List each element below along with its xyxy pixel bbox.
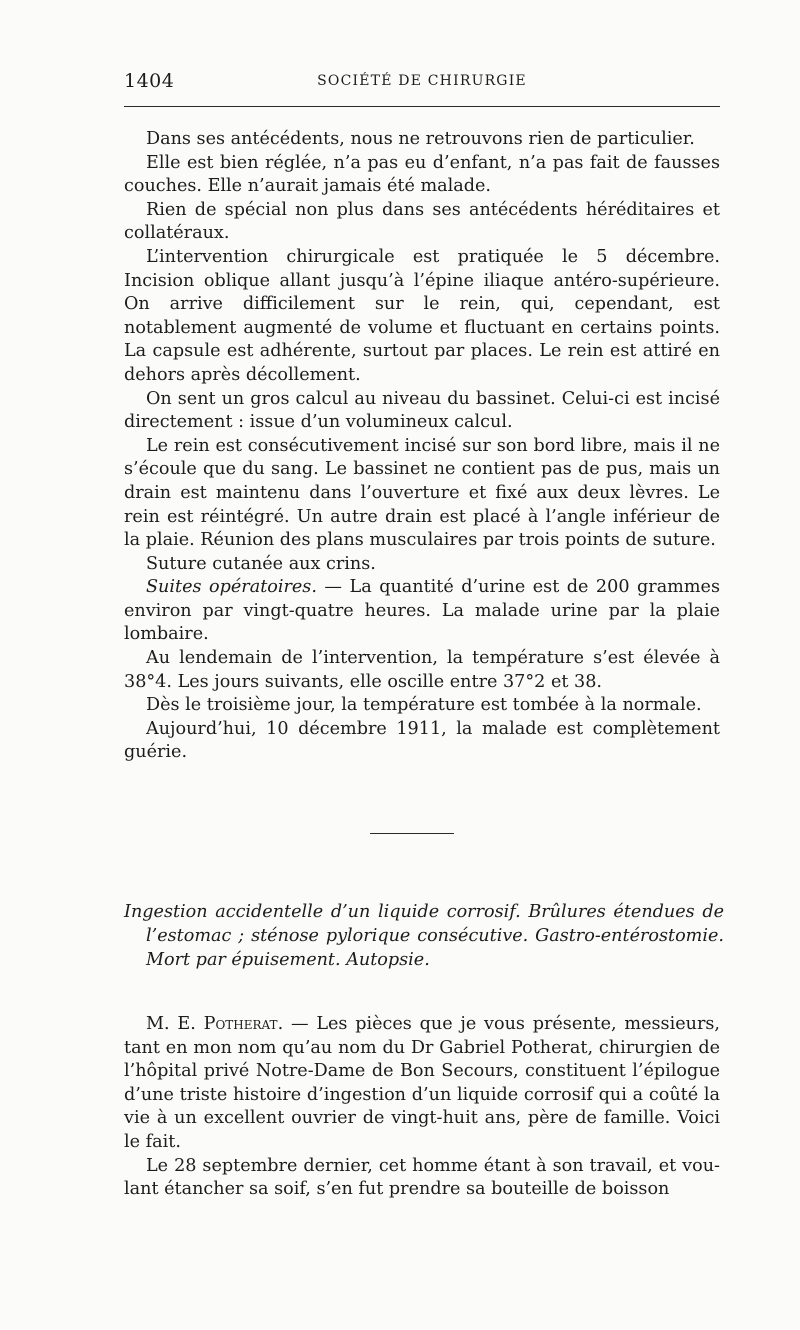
paragraph: Suture cutanée aux crins.	[146, 553, 376, 574]
paragraph: Rien de spécial non plus dans ses antécédents héréditaires et collatéraux.	[124, 199, 720, 244]
paragraph: Elle est bien réglée, n’a pas eu d’enfant, n’a pas fait de fausses couches. Elle n’aurait jamais été malade.	[124, 152, 720, 197]
paragraph-text: — La quantité d’urine est de 200 grammes environ par vingt-quatre heures. La malade urine par la plaie lombaire.	[124, 577, 720, 645]
speaker-name: Potherat	[203, 1014, 278, 1034]
paragraph: Le rein est consécutivement incisé sur son bord libre, mais il ne s’écoule que du sang. Le bassinet ne contient pas de pus, mais un drain est maintenu dans l’ouverture et fixé aux deux lèvres. Le rein est réintégré. Un autre drain est placé à l’angle inférieur de la plaie. Réunion des plans musculaires par trois points de suture.	[124, 435, 720, 551]
paragraph	[124, 1013, 720, 1155]
speaker-prefix: M. E.	[146, 1014, 204, 1034]
section-divider	[370, 833, 454, 834]
case-report-text	[124, 128, 720, 765]
paragraph: Aujourd’hui, 10 décembre 1911, la malade est complètement guérie.	[124, 718, 720, 763]
paragraph	[124, 576, 720, 647]
paragraph: L’intervention chirurgicale est pratiquée le 5 décembre. Incision oblique allant jusqu’à l’épine iliaque antéro-supérieure. On arrive difficilement sur le rein, qui, cependant, est notablement augmenté de volume et fluctuant en certains points. La capsule est adhérente, surtout par places. Le rein est attiré en dehors après décollement.	[124, 246, 720, 385]
header-rule	[124, 106, 720, 107]
subheading-suites-operatoires: Suites opératoires.	[146, 577, 317, 598]
page-header	[124, 70, 720, 100]
running-head: SOCIÉTÉ DE CHIRURGIE	[317, 73, 527, 89]
paragraph: Au lendemain de l’intervention, la température s’est élevée à 38°4. Les jours suivants, elle oscille entre 37°2 et 38.	[124, 648, 720, 692]
section-body	[124, 1013, 720, 1202]
paragraph: Le 28 septembre dernier, cet homme étant à son travail, et voulant étancher sa soif, s’en fut prendre sa bouteille de boisson	[124, 1155, 720, 1200]
section-title-text: Ingestion accidentelle d’un liquide corrosif. Brûlures étendues de l’estomac ; sténose pylorique consécutive. Gastro-entérostomie. Mort par épuisement. Autopsie.	[124, 902, 724, 970]
section-title	[124, 900, 724, 972]
paragraph: Dans ses antécédents, nous ne retrouvons rien de particulier.	[146, 129, 695, 149]
paragraph: On sent un gros calcul au niveau du bassinet. Celui-ci est incisé directement : issue d’un volumineux calcul.	[124, 388, 720, 433]
page-number: 1404	[124, 70, 175, 92]
paragraph: Dès le troisième jour, la température est tombée à la normale.	[146, 695, 702, 716]
paragraph-text: . — Les pièces que je vous présente, messieurs, tant en mon nom qu’au nom du Dr Gabriel Potherat, chirurgien de l’hôpital privé Notre-Dame de Bon Secours, constituent l’épilogue d’une triste histoire d’ingestion d’un liquide corrosif qui a coûté la vie à un excellent ouvrier de vingt-huit ans, père de famille. Voici le fait.	[124, 1014, 720, 1152]
